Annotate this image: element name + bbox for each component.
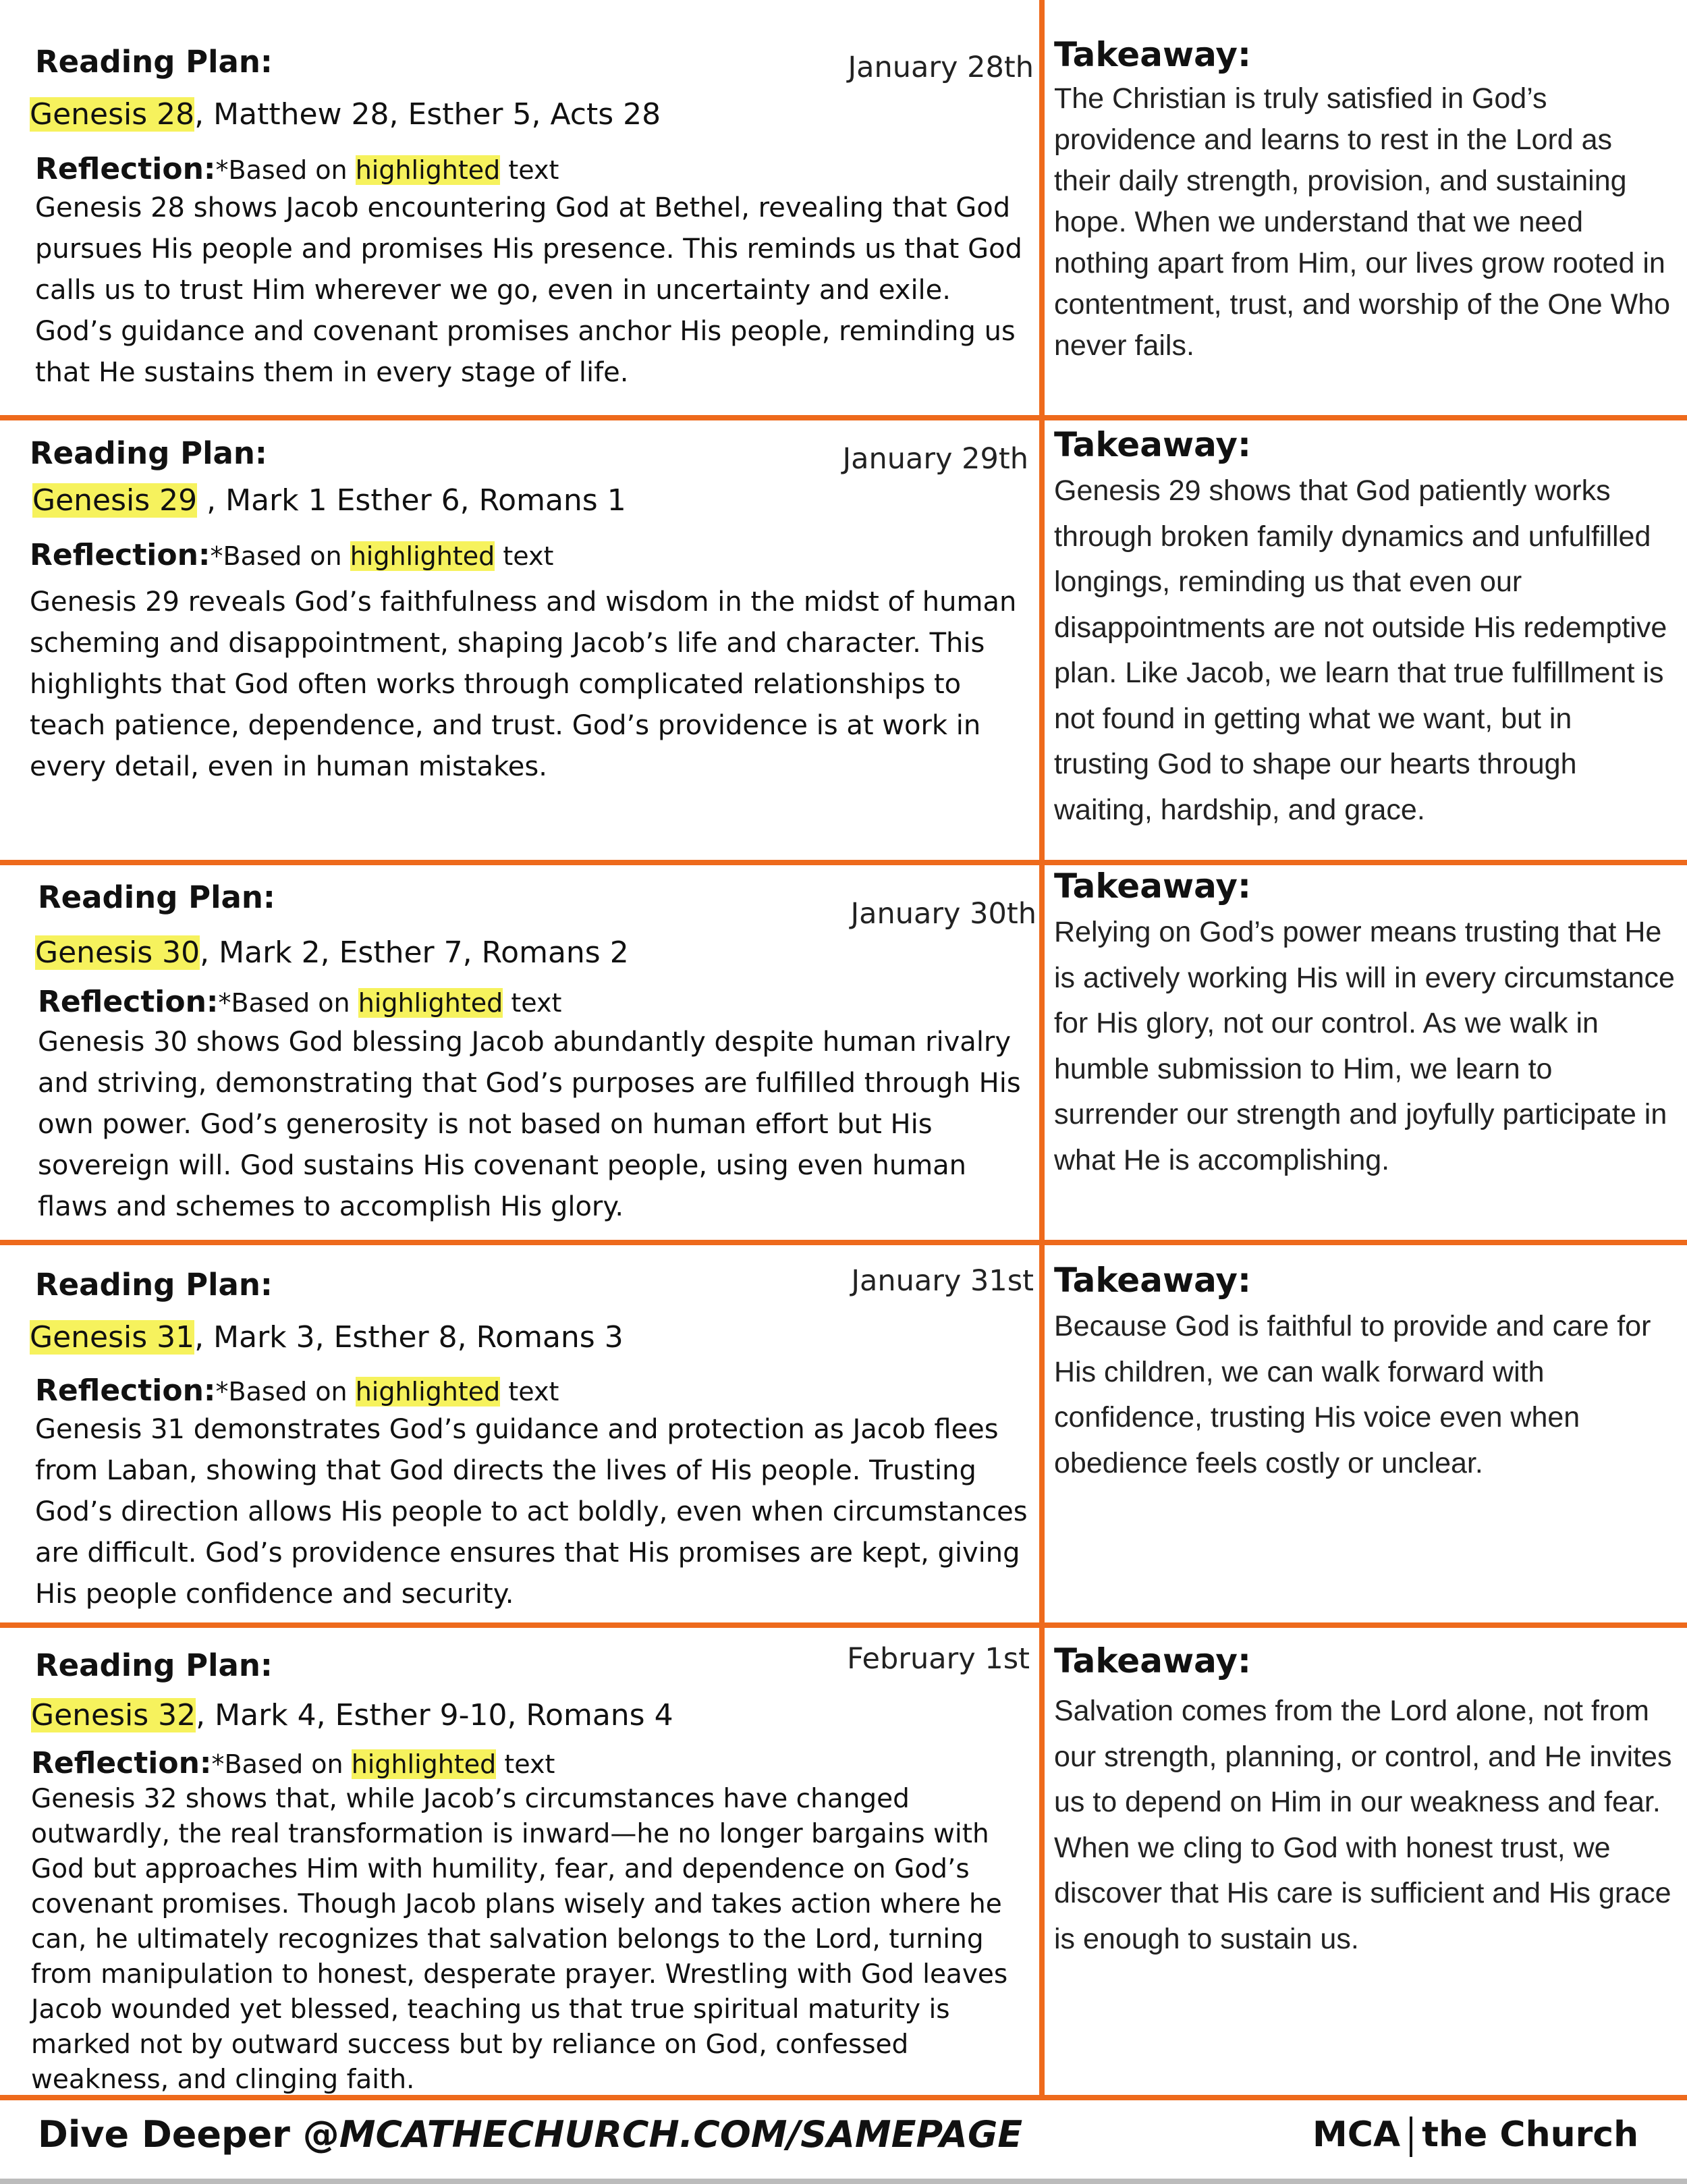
- reflection-note-suffix: text: [496, 1749, 555, 1779]
- takeaway-text: The Christian is truly satisfied in God’s providence and learns to rest in the Lord as their daily strength, provision, and sustaining hope. When we understand that we need nothing apart from Him, our lives grow rooted in contentment, trust, and worship of the One Who never fails.: [1054, 82, 1671, 362]
- reflection-note-prefix: *Based on: [215, 155, 356, 185]
- other-passages: , Matthew 28, Esther 5, Acts 28: [194, 97, 661, 132]
- reading-passages: [30, 1317, 624, 1358]
- entry-date: January 29th: [842, 442, 1028, 476]
- takeaway-text: Genesis 29 shows that God patiently works through broken family dynamics and unfulfilled longings, reminding us that even our disappointments are not outside His redemptive plan. Like Jacob, we learn that true fulfillment is not found in getting what we want, but in trusting God to shape our hearts through waiting, hardship, and grace.: [1054, 474, 1667, 826]
- takeaway-label: Takeaway:: [1054, 425, 1251, 464]
- reflection-label: Reflection:: [30, 538, 211, 572]
- footer-url: MCATHECHURCH.COM/SAMEPAGE: [339, 2113, 1023, 2156]
- brand-mca: MCA: [1312, 2114, 1401, 2155]
- reflection-note-prefix: *Based on: [211, 1749, 352, 1779]
- brand-separator: [1410, 2117, 1412, 2157]
- dive-deeper-link[interactable]: [38, 2111, 1022, 2158]
- reflection-label: Reflection:: [35, 152, 216, 186]
- reflection-text: Genesis 32 shows that, while Jacob’s circumstances have changed outwardly, the real transformation is inward—he no longer bargains with God but approaches Him with humility, fear, and dependence on God’s covenant promises. Though Jacob plans wisely and takes action where he can, he ultimately recognizes that salvation belongs to the Lord, turning from manipulation to honest, desperate prayer. Wrestling with God leaves Jacob wounded yet blessed, teaching us that true spiritual maturity is marked not by outward success but by reliance on God, confessed weakness, and clinging faith.: [31, 1784, 1008, 2095]
- reading-block-jan-29: [30, 435, 1028, 813]
- entry-date: January 31st: [851, 1264, 1034, 1298]
- takeaway-block-feb-1: [1054, 1641, 1675, 1962]
- reflection-note-prefix: *Based on: [210, 541, 350, 571]
- takeaway-block-jan-30: [1054, 867, 1675, 1183]
- reading-passages: [30, 94, 661, 135]
- reflection-note-suffix: text: [495, 541, 554, 571]
- takeaway-block-jan-31: [1054, 1261, 1675, 1486]
- other-passages: , Mark 4, Esther 9-10, Romans 4: [196, 1698, 673, 1732]
- reflection-label: Reflection:: [38, 985, 219, 1019]
- highlighted-passage: Genesis 30: [35, 935, 200, 970]
- reflection-label: Reflection:: [35, 1373, 216, 1408]
- reading-plan-label: Reading Plan:: [35, 1647, 273, 1683]
- reflection-note-prefix: *Based on: [218, 988, 358, 1018]
- reading-plan-label: Reading Plan:: [30, 435, 267, 471]
- entry-date: February 1st: [847, 1642, 1030, 1676]
- reading-plan-label: Reading Plan:: [35, 1267, 273, 1303]
- highlighted-passage: Genesis 32: [31, 1698, 196, 1732]
- reflection-text: Genesis 30 shows God blessing Jacob abundantly despite human rivalry and striving, demonstrating that God’s purposes are fulfilled through His own power. God’s generosity is not based on human effort but His sovereign will. God sustains His covenant people, using even human flaws and schemes to accomplish His glory.: [38, 1027, 1021, 1222]
- entry-date: January 28th: [848, 51, 1034, 84]
- takeaway-label: Takeaway:: [1054, 867, 1251, 906]
- reading-block-feb-1: [31, 1642, 1030, 2095]
- entry-date: January 30th: [850, 897, 1036, 931]
- other-passages: , Mark 2, Esther 7, Romans 2: [200, 935, 629, 970]
- reading-plan-label: Reading Plan:: [35, 44, 273, 80]
- brand-the-church: the Church: [1422, 2114, 1639, 2155]
- reflection-note-highlight: highlighted: [355, 1377, 501, 1407]
- section-divider: [0, 415, 1687, 420]
- reflection-note-highlight: highlighted: [350, 541, 495, 571]
- other-passages: , Mark 1 Esther 6, Romans 1: [197, 483, 626, 518]
- bottom-border: [0, 2179, 1687, 2184]
- highlighted-passage: Genesis 28: [30, 97, 195, 132]
- highlighted-passage: Genesis 31: [30, 1320, 195, 1355]
- reflection-note-suffix: text: [500, 1377, 559, 1407]
- reading-block-jan-28: [30, 43, 1034, 408]
- reading-plan-label: Reading Plan:: [38, 879, 275, 915]
- brand-logo: [1312, 2111, 1638, 2158]
- takeaway-block-jan-28: [1054, 35, 1675, 366]
- reading-passages: [31, 1695, 673, 1736]
- reflection-heading: [38, 984, 561, 1021]
- reflection-text: Genesis 29 reveals God’s faithfulness and wisdom in the midst of human scheming and disappointment, shaping Jacob’s life and character. This highlights that God often works through complicated relationships to teach patience, dependence, and trust. God’s providence is at work in every detail, even in human mistakes.: [30, 586, 1017, 782]
- reflection-note-prefix: *Based on: [215, 1377, 356, 1407]
- takeaway-label: Takeaway:: [1054, 1641, 1251, 1681]
- takeaway-text: Salvation comes from the Lord alone, not from our strength, planning, or control, and He invites us to depend on Him in our weakness and fear. When we cling to God with honest trust, we discover that His care is sufficient and His grace is enough to sustain us.: [1054, 1695, 1672, 1955]
- reading-block-jan-31: [30, 1264, 1034, 1617]
- reflection-note-highlight: highlighted: [355, 155, 501, 185]
- takeaway-text: Relying on God’s power means trusting that He is actively working His will in every circumstance for His glory, not our control. As we walk in humble submission to Him, we learn to surrender our strength and joyfully participate in what He is accomplishing.: [1054, 916, 1675, 1176]
- dive-deeper-label: Dive Deeper @: [38, 2113, 339, 2156]
- section-divider: [0, 1622, 1687, 1628]
- reading-passages: [32, 481, 626, 521]
- reflection-heading: [31, 1745, 555, 1782]
- takeaway-label: Takeaway:: [1054, 35, 1251, 74]
- reflection-note-highlight: highlighted: [358, 988, 503, 1018]
- highlighted-passage: Genesis 29: [32, 483, 198, 518]
- takeaway-label: Takeaway:: [1054, 1261, 1251, 1300]
- reflection-note-suffix: text: [503, 988, 562, 1018]
- reflection-note-highlight: highlighted: [351, 1749, 497, 1779]
- reading-block-jan-30: [35, 879, 1036, 1230]
- reflection-heading: [35, 1373, 559, 1410]
- reflection-heading: [30, 537, 553, 574]
- reflection-text: Genesis 28 shows Jacob encountering God at Bethel, revealing that God pursues His people and promises His presence. This reminds us that God calls us to trust Him wherever we go, even in uncertainty and exile. God’s guidance and covenant promises anchor His people, reminding us that He sustains them in every stage of life.: [35, 192, 1022, 388]
- reflection-label: Reflection:: [31, 1746, 212, 1780]
- section-divider: [0, 860, 1687, 865]
- other-passages: , Mark 3, Esther 8, Romans 3: [194, 1320, 624, 1355]
- takeaway-block-jan-29: [1054, 425, 1675, 833]
- column-divider: [1039, 0, 1045, 2099]
- reflection-text: Genesis 31 demonstrates God’s guidance and protection as Jacob flees from Laban, showing that God directs the lives of His people. Trusting God’s direction allows His people to act boldly, even when circumstances are difficult. God’s providence ensures that His promises are kept, giving His people confidence and security.: [35, 1414, 1028, 1610]
- section-divider: [0, 1240, 1687, 1245]
- reflection-note-suffix: text: [500, 155, 559, 185]
- reflection-heading: [35, 151, 559, 188]
- reading-passages: [35, 933, 629, 973]
- takeaway-text: Because God is faithful to provide and care for His children, we can walk forward with confidence, trusting His voice even when obedience feels costly or unclear.: [1054, 1310, 1651, 1479]
